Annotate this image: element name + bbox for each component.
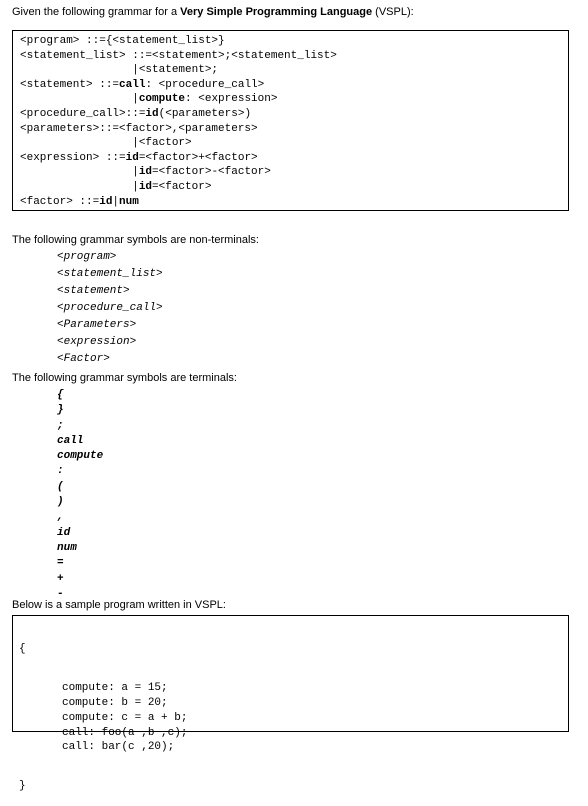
sample-heading: Below is a sample program written in VSPL: bbox=[12, 599, 226, 611]
grammar-rule-line bbox=[20, 151, 568, 166]
grammar-text: =<factor>-<factor> bbox=[152, 166, 271, 179]
terminal-item: } bbox=[57, 404, 64, 417]
grammar-terminal-token: num bbox=[119, 195, 139, 208]
grammar-rule-line bbox=[20, 195, 568, 210]
grammar-text: | bbox=[20, 180, 139, 193]
grammar-text: =<factor>+<factor> bbox=[138, 151, 258, 164]
grammar-text: <statement_list> ::=<statement>;<statement_list> bbox=[20, 49, 337, 62]
grammar-terminal-token: id bbox=[138, 180, 153, 193]
grammar-text: |<factor> bbox=[20, 137, 192, 150]
grammar-text: <program> ::={<statement_list>} bbox=[20, 35, 225, 47]
grammar-terminal-token: compute bbox=[138, 93, 186, 106]
grammar-terminal-token: id bbox=[125, 151, 139, 164]
nonterminal-item: <statement> bbox=[57, 285, 130, 297]
grammar-box bbox=[12, 30, 569, 211]
nonterminal-item: <program> bbox=[57, 251, 117, 263]
grammar-text: |<statement>; bbox=[20, 64, 219, 77]
terminal-item: ; bbox=[57, 419, 64, 432]
grammar-terminal-token: call bbox=[119, 78, 146, 91]
terminal-item: = bbox=[57, 557, 64, 570]
sample-code-line: call: bar(c ,20); bbox=[62, 741, 175, 754]
grammar-text: | bbox=[112, 195, 120, 208]
grammar-rule-line bbox=[20, 49, 568, 64]
terminal-item: ( bbox=[57, 480, 64, 493]
grammar-rule-line bbox=[20, 92, 568, 107]
terminal-list bbox=[57, 388, 103, 602]
sample-code-line: compute: c = a + b; bbox=[62, 711, 188, 724]
grammar-terminal-token: id bbox=[138, 166, 153, 179]
nonterminal-list bbox=[57, 249, 163, 368]
grammar-rule-line bbox=[20, 122, 568, 137]
terminal-item: + bbox=[57, 572, 64, 585]
nonterminal-item: <statement_list> bbox=[57, 268, 163, 280]
nonterminal-item: <Parameters> bbox=[57, 319, 137, 331]
grammar-text: | bbox=[20, 166, 139, 179]
nonterminals-heading: The following grammar symbols are non-terminals: bbox=[12, 234, 259, 246]
sample-open-brace: { bbox=[19, 643, 26, 655]
nonterminal-item: <expression> bbox=[57, 336, 137, 348]
terminal-item: num bbox=[57, 541, 77, 554]
grammar-text: <procedure_call>::= bbox=[20, 107, 146, 120]
grammar-rule-line bbox=[20, 136, 568, 151]
nonterminal-item: <procedure_call> bbox=[57, 302, 163, 314]
terminal-item: ) bbox=[57, 496, 64, 509]
terminal-item: compute bbox=[57, 450, 104, 463]
sample-program-box bbox=[12, 615, 569, 793]
grammar-rule-line bbox=[20, 107, 568, 122]
grammar-terminal-token: id bbox=[145, 107, 159, 120]
nonterminal-item: <Factor> bbox=[57, 353, 110, 365]
terminal-item: id bbox=[57, 526, 71, 539]
grammar-rule-line bbox=[20, 165, 568, 180]
grammar-terminal-token: id bbox=[99, 195, 113, 208]
grammar-rule-line bbox=[20, 180, 568, 195]
grammar-text: <statement> ::= bbox=[20, 78, 120, 91]
terminal-item: call bbox=[57, 434, 84, 447]
grammar-rule-line bbox=[20, 78, 568, 93]
grammar-text: : <procedure_call> bbox=[145, 78, 265, 91]
grammar-rule-line bbox=[20, 63, 568, 78]
grammar-rule-line bbox=[20, 34, 568, 49]
sample-code-lines bbox=[19, 681, 568, 755]
sample-code-line: call: foo(a ,b ,c); bbox=[62, 726, 188, 739]
sample-close-brace: } bbox=[19, 780, 26, 793]
sample-code-line: compute: b = 20; bbox=[62, 696, 168, 709]
terminal-item: , bbox=[57, 511, 64, 524]
terminal-item: { bbox=[57, 389, 64, 401]
grammar-text: (<parameters>) bbox=[158, 107, 252, 120]
grammar-text: <parameters>::=<factor>,<parameters> bbox=[20, 122, 258, 135]
intro-prefix: Given the following grammar for a bbox=[12, 6, 181, 18]
sample-code-line: compute: a = 15; bbox=[62, 681, 168, 694]
terminal-item: : bbox=[57, 465, 64, 478]
intro-suffix: (VSPL): bbox=[372, 6, 414, 18]
terminal-item: - bbox=[57, 587, 64, 600]
language-name: Very Simple Programming Language bbox=[180, 6, 373, 18]
grammar-text: <factor> ::= bbox=[20, 195, 100, 208]
grammar-text: | bbox=[20, 93, 139, 106]
grammar-text: : <expression> bbox=[185, 93, 278, 106]
grammar-text: =<factor> bbox=[152, 180, 212, 193]
grammar-text: <expression> ::= bbox=[20, 151, 126, 164]
terminals-heading: The following grammar symbols are terminals: bbox=[12, 372, 237, 384]
intro-text bbox=[12, 5, 414, 19]
